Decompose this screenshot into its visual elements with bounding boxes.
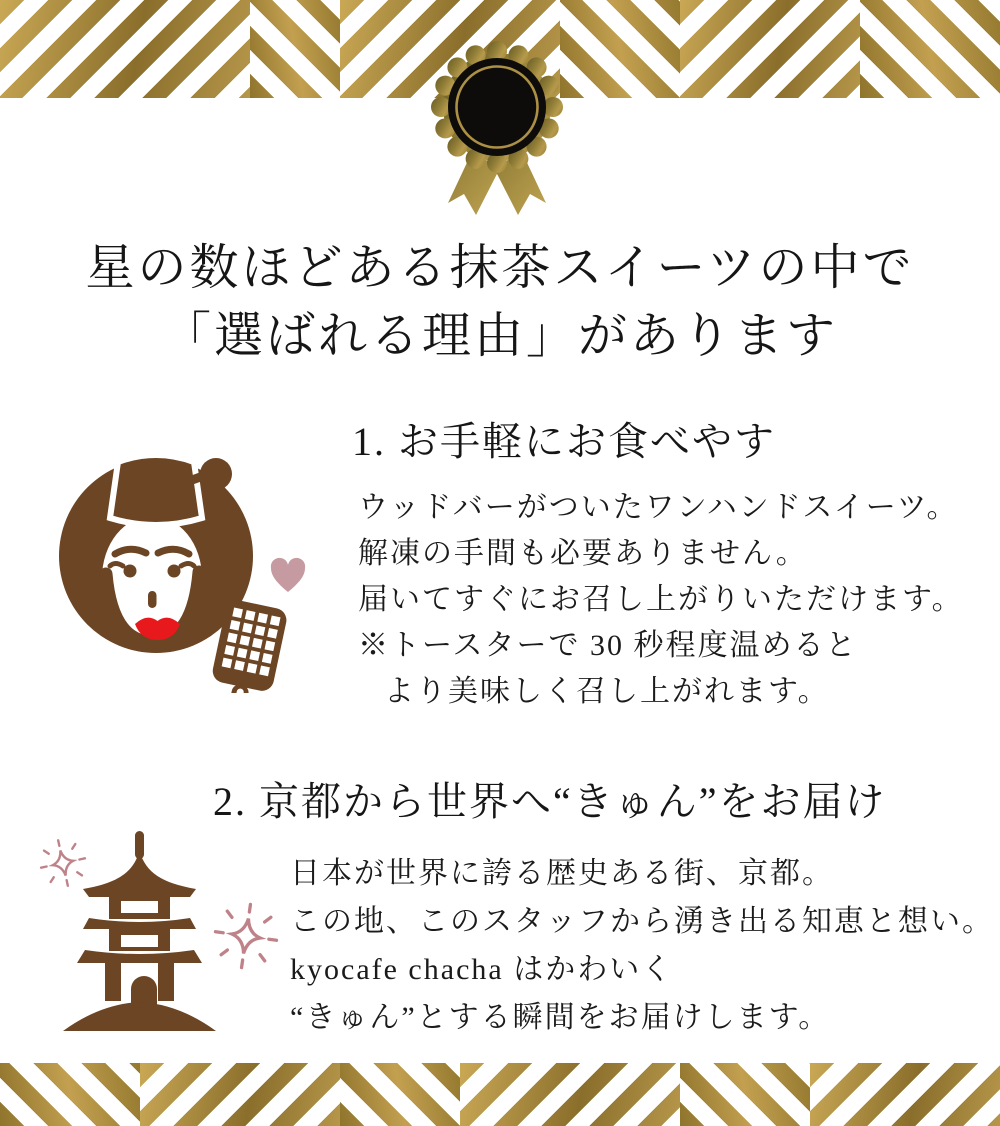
body-line: “きゅん”とする瞬間をお届けします。 xyxy=(290,1001,831,1034)
body-line: 解凍の手間も必要ありません。 xyxy=(358,537,808,570)
maiko-face-icon xyxy=(52,448,307,693)
body-line: 届いてすぐにお召し上がりいただけます。 xyxy=(358,583,964,616)
page-title xyxy=(0,234,1000,370)
page-title-line2: 「選ばれる理由」があります xyxy=(161,308,838,363)
body-line: より美味しく召し上がれます。 xyxy=(384,675,830,708)
award-medal-ribbon-icon xyxy=(412,40,582,220)
stripe-segment xyxy=(0,1063,140,1126)
section1-body xyxy=(358,485,964,715)
body-line: kyocafe chacha はかわいく xyxy=(290,953,674,986)
stripe-segment xyxy=(680,0,860,98)
section2-body xyxy=(290,850,994,1042)
stripe-segment xyxy=(0,0,250,98)
stripe-segment xyxy=(860,0,1000,98)
stripe-segment xyxy=(810,1063,1000,1126)
body-line: 日本が世界に誇る歴史ある街、京都。 xyxy=(290,857,834,890)
pagoda-icon xyxy=(25,823,280,1038)
section1-title: 1. お手軽にお食べやす xyxy=(352,419,776,464)
section2-title: 2. 京都から世界へ“きゅん”をお届け xyxy=(213,779,887,824)
stripe-segment xyxy=(460,1063,680,1126)
stripe-segment xyxy=(250,0,340,98)
body-line: ※トースターで 30 秒程度温めると xyxy=(358,629,858,662)
stripe-segment xyxy=(680,1063,810,1126)
gold-stripe-border-bottom xyxy=(0,1063,1000,1126)
body-line: この地、このスタッフから湧き出る知恵と想い。 xyxy=(290,905,994,938)
stripe-segment xyxy=(340,1063,460,1126)
heart-icon xyxy=(271,558,305,592)
stripe-segment xyxy=(140,1063,340,1126)
body-line: ウッドバーがついたワンハンドスイーツ。 xyxy=(358,491,959,524)
page-title-line1: 星の数ほどある抹茶スイーツの中で xyxy=(85,240,915,295)
